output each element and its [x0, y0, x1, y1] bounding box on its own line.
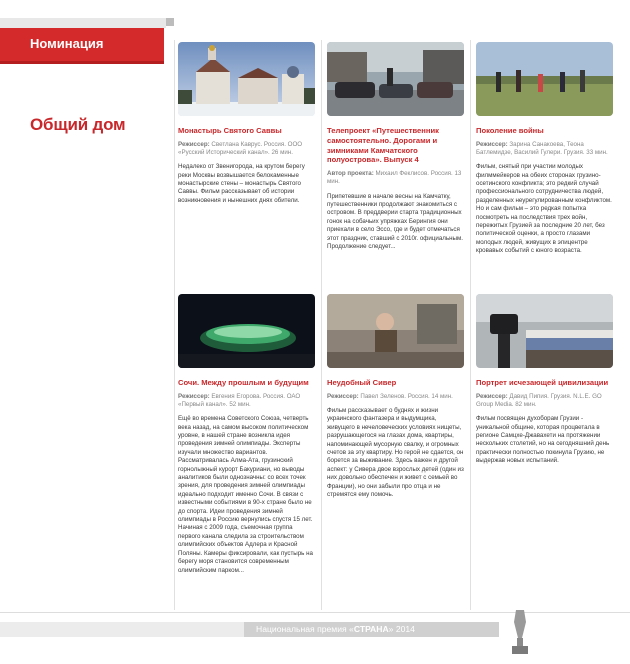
footer-band-left	[0, 622, 244, 637]
film-credits	[476, 141, 613, 157]
credit-details: Павел Зеленов. Россия. 14 мин.	[360, 392, 453, 400]
film-credits	[327, 393, 464, 401]
old-man-room-photo-icon	[327, 294, 464, 368]
street-cars-photo-icon	[327, 42, 464, 116]
credit-label: Режиссер:	[178, 140, 210, 148]
film-card	[476, 42, 613, 256]
top-decor-square	[166, 18, 174, 26]
monastery-photo-icon	[178, 42, 315, 116]
film-card	[178, 294, 315, 575]
film-credits	[178, 141, 315, 157]
film-description: Фильм посвящен духоборам Грузии - уникальной общине, которая процветала в регионе Самцхе-Джавахети на протяжении нескольких столетий, но на сегодняшний день практически полностью покинула Грузию, не выдержав новых испытаний.	[476, 415, 610, 465]
credit-details: Светлана Каврус. Россия. ООО «Русский Исторический канал». 26 мин.	[178, 140, 303, 156]
column-divider	[321, 40, 322, 610]
credit-details: Михаил Феклисов. Россия. 13 мин.	[327, 170, 462, 186]
film-title: Монастырь Святого Саввы	[178, 126, 282, 135]
film-credits	[178, 393, 315, 409]
film-description: Припетевшие в начале весны на Камчатку, путешественники продолжают знакомиться с островом. В преддверии старта традиционных гонок на собачьих упряжках Берингия они приехали в село Эссо, где и будет отмечаться этот праздник, ставший с 2010г. официальным. Продолжение следует...	[327, 192, 463, 251]
arena-night-photo-icon	[178, 294, 315, 368]
film-description: Фильм, снятый при участии молодых филммейкеров на обеих сторонах грузино-осетинского конфликта; это редкий случай профессионального сотрудничества людей, разделенных неурегулированным конфликтом. Но и сам фильм – это редкая попытка посмотреть на последствия трех войн, пережитых Грузией за последние 20 лет, без политической оценки, а просто глазами молодых людей, живущих в эпицентре кровавых событий с юного возраста.	[476, 163, 612, 255]
film-title: Портрет исчезающей цивилизации	[476, 378, 609, 387]
credit-details: Зарина Санакоева, Теона Батлемидзе, Василий Гулери. Грузия. 33 мин.	[476, 140, 608, 156]
category-title: Общий дом	[30, 115, 126, 134]
column-divider	[174, 40, 175, 610]
footer-caption	[256, 623, 496, 636]
footer-suffix: » 2014	[388, 624, 415, 634]
film-description: Фильм рассказывает о буднях и жизни украинского фантазера и выдумщика, живущего в нечеловеческих условиях нищеты, разрушающегося на глазах дома, квартиры, напоминающей мусорную свалку, и огромных счетов за эту квартиру. Но герой не сдается, он борется за выживание. Здесь важен и другой аспект: у Сивера двое взрослых детей (один из них довольно обеспечен и живет с семьей во Франции), но они забыли про отца и не стремятся ему помочь.	[327, 407, 464, 499]
nomination-label: Номинация	[30, 36, 104, 51]
film-credits	[327, 170, 464, 186]
film-description: Недалеко от Звенигорода, на крутом берегу реки Москвы возвышается белокаменные монастырские стены – монастырь Святого Саввы. Фильм рассказывает об истории возникновения и нынешних днях обители.	[178, 163, 305, 204]
column-divider	[470, 40, 471, 610]
footer-prefix: Национальная премия «	[256, 624, 354, 634]
film-description: Ещё во времена Советского Союза, четверть века назад, на самом высоком политическом уровне, в нашей стране возникла идея проведения зимней олимпиады. Эксперты изучали множество вариантов. Рассматривалась Алма-Ата, грузинский горнолыжный курорт Бакуриани, но выводы аналитиков были однозначны: со всех точек зрения, для проведения зимней олимпиады идеально подходит именно Сочи. В связи с известными событиями в 90-х стране было не до спорта. Идеи проведения зимней олимпиады в Россию вернулись спустя 15 лет. Начиная с 2009 года, съемочная группа первого канала следила за строительством олимпийских объектов Адлера и Красной Поляны. Камеры фиксировали, как пустырь на берегу моря становится современным олимпийским парком...	[178, 415, 313, 574]
credit-label: Режиссер:	[327, 392, 359, 400]
film-card	[327, 42, 464, 251]
film-card	[327, 294, 464, 499]
credit-label: Режиссер:	[178, 392, 210, 400]
award-statuette-icon	[508, 608, 532, 656]
film-credits	[476, 393, 613, 409]
film-title: Поколение войны	[476, 126, 544, 135]
people-field-photo-icon	[476, 42, 613, 116]
footer-divider	[0, 612, 630, 613]
film-card	[476, 294, 613, 466]
credit-label: Автор проекта:	[327, 170, 374, 178]
camera-choir-photo-icon	[476, 294, 613, 368]
credit-label: Режиссер:	[476, 140, 508, 148]
film-card	[178, 42, 315, 205]
top-decor-bar	[0, 18, 166, 28]
footer-brand: СТРАНА	[353, 624, 389, 634]
credit-details: Евгения Егорова. Россия. ОАО «Первый канал». 52 мин.	[178, 392, 301, 408]
credit-label: Режиссер:	[476, 392, 508, 400]
film-title: Телепроект «Путешественник самостоятельно. Дорогами и зимниками Камчатского полуострова». Выпуск 4	[327, 126, 439, 165]
film-title: Сочи. Между прошлым и будущим	[178, 378, 309, 387]
credit-details: Давид Пипия. Грузия. N.L.E. GO Group Media. 82 мин.	[476, 392, 602, 408]
film-title: Неудобный Сивер	[327, 378, 397, 387]
